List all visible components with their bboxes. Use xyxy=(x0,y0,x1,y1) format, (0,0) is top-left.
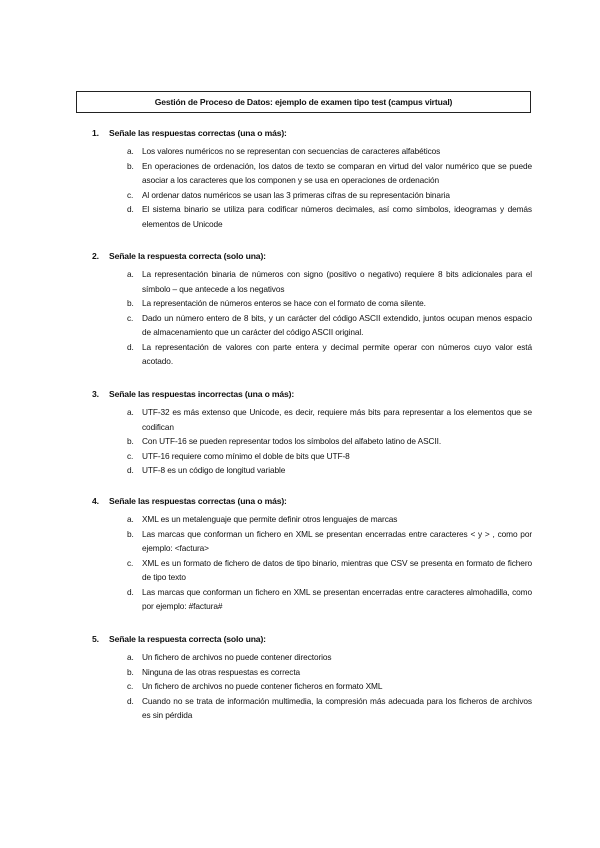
option-letter: a. xyxy=(127,652,134,662)
option-1b[interactable] xyxy=(92,159,532,188)
option-3a[interactable] xyxy=(92,405,532,434)
question-4 xyxy=(92,495,532,614)
option-text: El sistema binario se utiliza para codificar números decimales, así como símbolos, ideogramas y demás elementos de Unicode xyxy=(142,204,532,229)
option-text: UTF-16 requiere como mínimo el doble de bits que UTF-8 xyxy=(142,450,350,461)
option-letter: c. xyxy=(127,450,134,461)
option-text: Con UTF-16 se pueden representar todos los símbolos del alfabeto latino de ASCII. xyxy=(142,436,442,446)
question-heading xyxy=(92,633,532,646)
option-text: XML es un formato de fichero de datos de tipo binario, mientras que CSV se presenta en formato de fichero de tipo texto xyxy=(142,557,532,582)
question-number: 5. xyxy=(92,634,99,644)
question-number: 3. xyxy=(92,389,99,399)
option-letter: b. xyxy=(127,298,134,308)
question-number: 1. xyxy=(92,128,99,138)
option-text: Cuando no se trata de información multimedia, la compresión más adecuada para los ficheros de archivos es sin pérdida xyxy=(142,695,532,720)
option-2c[interactable] xyxy=(92,311,532,340)
question-number: 2. xyxy=(92,251,99,261)
document-title: Gestión de Proceso de Datos: ejemplo de examen tipo test (campus virtual) xyxy=(154,97,453,107)
question-heading xyxy=(92,495,532,508)
option-letter: d. xyxy=(127,341,134,352)
option-1c[interactable] xyxy=(92,188,532,203)
question-prompt: Señale las respuestas correctas (una o más): xyxy=(109,128,287,138)
document-title-box xyxy=(76,91,531,113)
question-prompt: Señale las respuestas incorrectas (una o más): xyxy=(109,389,295,399)
question-heading xyxy=(92,127,532,140)
option-letter: a. xyxy=(127,514,134,524)
option-text: UTF-8 es un código de longitud variable xyxy=(142,465,286,475)
option-2b[interactable] xyxy=(92,296,532,311)
question-heading xyxy=(92,388,532,401)
option-text: Los valores numéricos no se representan con secuencias de caracteres alfabéticos xyxy=(142,146,441,156)
option-text: Dado un número entero de 8 bits, y un carácter del código ASCII extendido, juntos ocupan menos espacio de almacenamiento que un carácter del código ASCII original. xyxy=(142,312,532,337)
option-letter: b. xyxy=(127,528,134,539)
option-letter: d. xyxy=(127,465,134,475)
option-text: Al ordenar datos numéricos se usan las 3 primeras cifras de su representación binaria xyxy=(142,189,450,200)
question-1 xyxy=(92,127,532,231)
option-4c[interactable] xyxy=(92,556,532,585)
option-4a[interactable] xyxy=(92,512,532,527)
option-letter: a. xyxy=(127,407,134,417)
option-letter: b. xyxy=(127,666,134,677)
option-letter: c. xyxy=(127,312,134,323)
option-3c[interactable] xyxy=(92,449,532,464)
question-prompt: Señale las respuestas correctas (una o más): xyxy=(109,496,287,506)
option-3b[interactable] xyxy=(92,434,532,449)
option-5a[interactable] xyxy=(92,650,532,665)
option-4b[interactable] xyxy=(92,527,532,556)
option-letter: b. xyxy=(127,436,134,446)
option-text: Ninguna de las otras respuestas es correcta xyxy=(142,666,301,677)
option-letter: d. xyxy=(127,695,134,706)
option-text: La representación de números enteros se hace con el formato de coma silente. xyxy=(142,298,426,308)
option-3d[interactable] xyxy=(92,463,532,478)
option-letter: a. xyxy=(127,146,134,156)
question-3 xyxy=(92,388,532,478)
option-1a[interactable] xyxy=(92,144,532,159)
option-2a[interactable] xyxy=(92,267,532,296)
question-prompt: Señale la respuesta correcta (solo una): xyxy=(109,634,266,644)
option-1d[interactable] xyxy=(92,202,532,231)
question-prompt: Señale la respuesta correcta (solo una): xyxy=(109,251,266,261)
option-text: Un fichero de archivos no puede contener ficheros en formato XML xyxy=(142,681,383,691)
option-4d[interactable] xyxy=(92,585,532,614)
option-text: UTF-32 es más extenso que Unicode, es decir, requiere más bits para representar a los elementos que se codifican xyxy=(142,407,532,432)
question-2 xyxy=(92,250,532,369)
option-text: La representación binaria de números con signo (positivo o negativo) requiere 8 bits adicionales para el símbolo – que antecede a los negativos xyxy=(142,269,532,294)
option-letter: c. xyxy=(127,189,134,200)
option-text: Un fichero de archivos no puede contener directorios xyxy=(142,652,332,662)
option-letter: d. xyxy=(127,204,134,214)
option-letter: d. xyxy=(127,586,134,597)
option-letter: c. xyxy=(127,557,134,568)
question-5 xyxy=(92,633,532,723)
option-5b[interactable] xyxy=(92,665,532,680)
option-text: En operaciones de ordenación, los datos de texto se comparan en virtud del valor numérico que se puede asociar a los caracteres que los componen y se usa en operaciones de ordenación xyxy=(142,160,532,185)
option-text: XML es un metalenguaje que permite definir otros lenguajes de marcas xyxy=(142,514,398,524)
option-2d[interactable] xyxy=(92,340,532,369)
option-letter: b. xyxy=(127,160,134,171)
option-letter: a. xyxy=(127,269,134,279)
question-number: 4. xyxy=(92,496,99,506)
option-text: Las marcas que conforman un fichero en XML se presentan encerradas entre caracteres almohadilla, como por ejemplo: #factura# xyxy=(142,586,532,611)
option-text: La representación de valores con parte entera y decimal permite operar con números cuyo valor está acotado. xyxy=(142,341,532,366)
question-heading xyxy=(92,250,532,263)
option-5d[interactable] xyxy=(92,694,532,723)
option-letter: c. xyxy=(127,681,134,691)
option-text: Las marcas que conforman un fichero en XML se presentan encerradas entre caracteres < y > , como por ejemplo: <factura> xyxy=(142,528,532,553)
option-5c[interactable] xyxy=(92,679,532,694)
